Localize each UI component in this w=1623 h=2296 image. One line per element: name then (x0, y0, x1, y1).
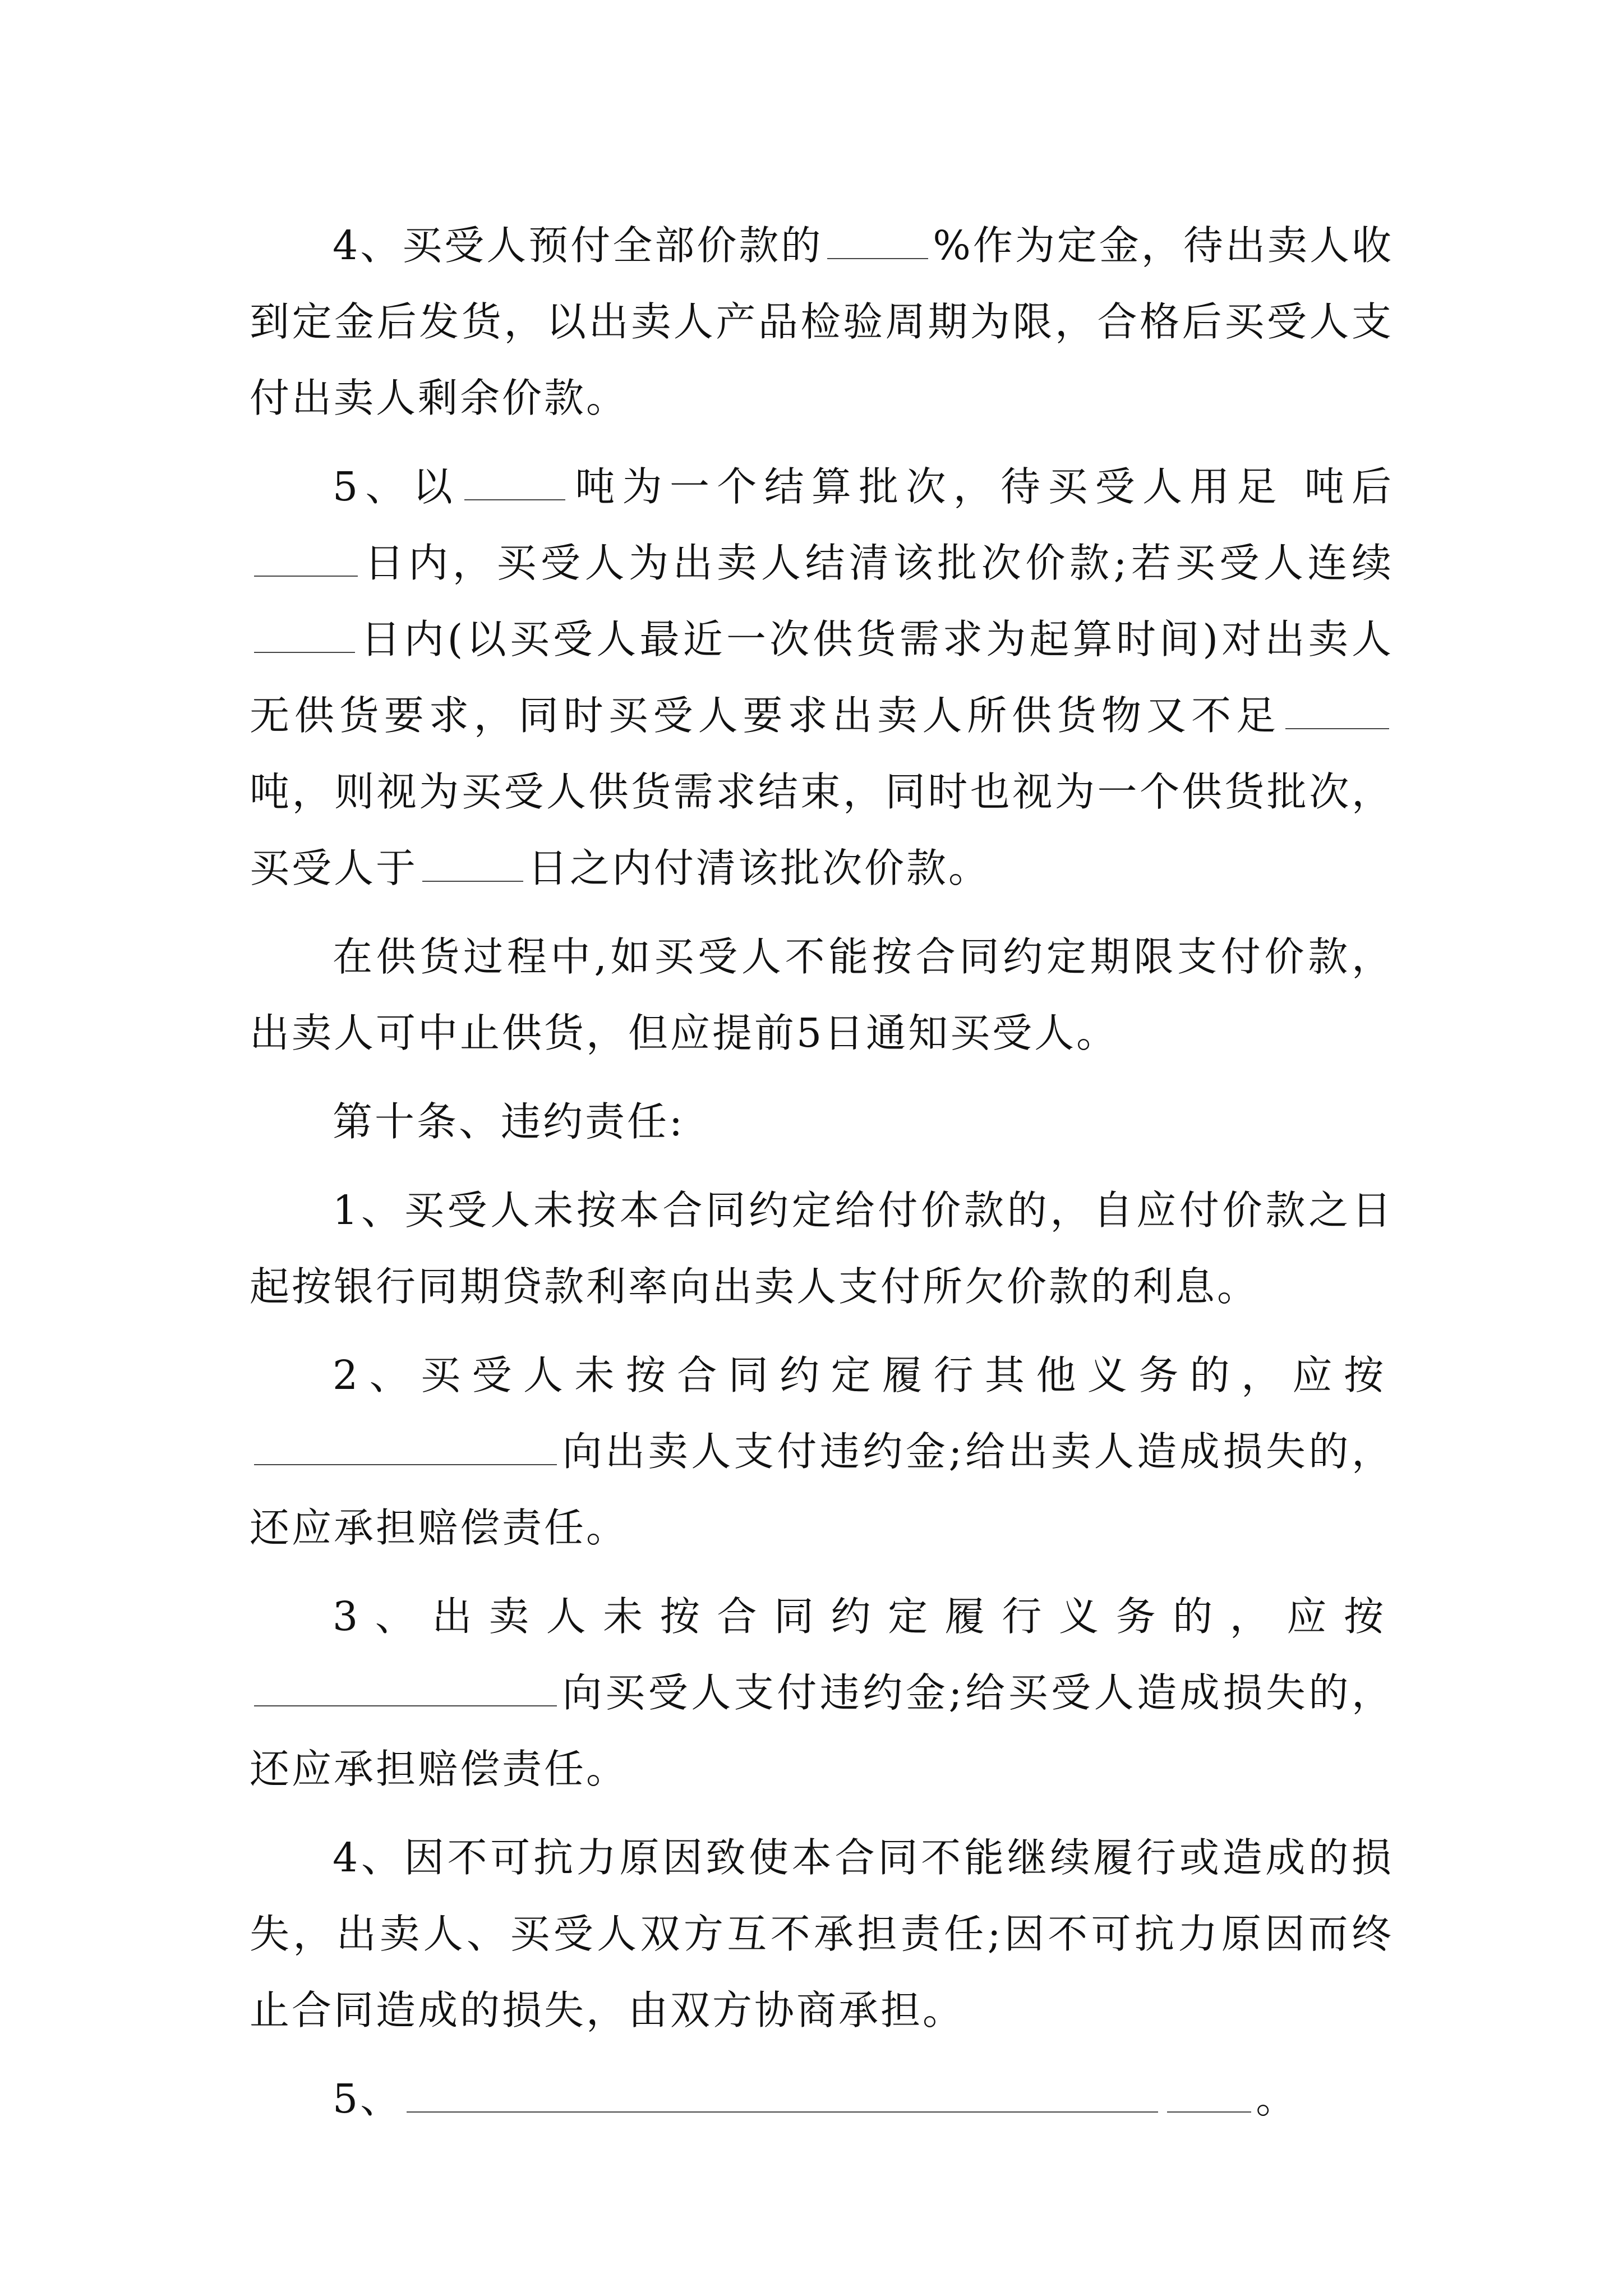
text: 第十条、违约责任: (333, 1098, 685, 1145)
text: 日内(以买受人最近一次供货需求为起算时间)对出卖人无供货要求，同时买受人要求出卖人所供货物又不足 (250, 616, 1394, 739)
blank-field (254, 1433, 557, 1465)
text: 日内，买受人为出卖人结清该批次价款;若买受人连续 (362, 540, 1394, 586)
text: 2、买受人未按合同约定履行其他义务的，应按 (333, 1352, 1394, 1398)
text: 4、买受人预付全部价款的 (333, 222, 823, 269)
document-body (250, 208, 1394, 2150)
paragraph-settlement (250, 449, 1394, 907)
paragraph-liability-2 (250, 1337, 1394, 1566)
blank-field (254, 544, 358, 577)
text: %作为定金，待出卖人收到定金后发货，以出卖人产品检验周期为限，合格后买受人支付出卖人剩余价款。 (250, 222, 1394, 421)
paragraph-liability-1 (250, 1172, 1394, 1325)
blank-field (1285, 697, 1389, 729)
text: 向出卖人支付违约金;给出卖人造成损失的，还应承担赔偿责任。 (250, 1428, 1394, 1551)
text: 5、以 (333, 463, 460, 510)
text: 3、出卖人未按合同约定履行义务的，应按 (333, 1593, 1394, 1640)
text: 1、买受人未按本合同约定给付价款的，自应付价款之日起按银行同期贷款利率向出卖人支付所欠价款的利息。 (250, 1187, 1394, 1310)
blank-field (827, 227, 928, 259)
text: 5、 (333, 2076, 403, 2122)
paragraph-liability-4 (250, 1820, 1394, 2049)
blank-field (1167, 2080, 1251, 2113)
text: 。 (1256, 2076, 1298, 2122)
blank-field (464, 468, 565, 500)
text: 4、因不可抗力原因致使本合同不能继续履行或造成的损失，出卖人、买受人双方互不承担责任;因不可抗力原因而终止合同造成的损失，由双方协商承担。 (250, 1834, 1394, 2033)
paragraph-liability-5 (250, 2061, 1394, 2137)
text: 吨，则视为买受人供货需求结束，同时也视为一个供货批次，买受人于 (250, 769, 1394, 891)
text: 向买受人支付违约金;给买受人造成损失的，还应承担赔偿责任。 (250, 1669, 1394, 1792)
text: 在供货过程中,如买受人不能按合同约定期限支付价款，出卖人可中止供货，但应提前5日通知买受人。 (250, 933, 1394, 1056)
paragraph-deposit (250, 208, 1394, 436)
paragraph-liability-3 (250, 1579, 1394, 1807)
blank-field (254, 1674, 557, 1706)
blank-field (254, 620, 355, 653)
blank-field (407, 2080, 1158, 2113)
text: 日之内付清该批次价款。 (528, 845, 991, 891)
paragraph-suspension (250, 919, 1394, 1071)
text: 吨为一个结算批次，待买受人用足 吨后 (570, 463, 1394, 510)
blank-field (422, 849, 523, 882)
section-heading (250, 1084, 1394, 1160)
